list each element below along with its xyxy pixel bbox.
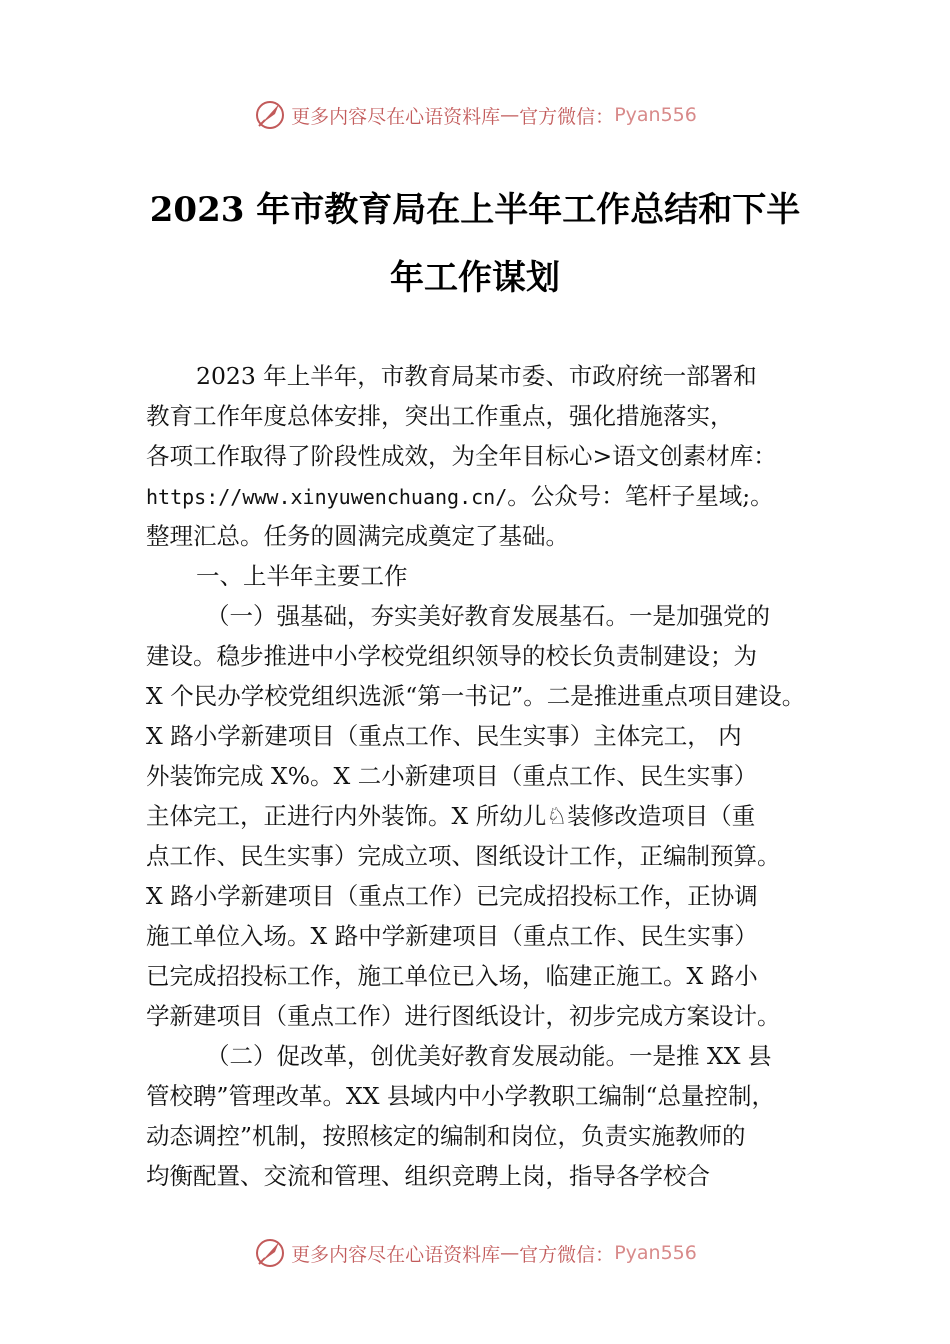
paragraph-line: 整理汇总。任务的圆满完成奠定了基础。 [146,522,569,550]
quill-logo-icon [253,98,287,132]
watermark-brand: 更多内容尽在心语资料库 [291,1243,501,1266]
quill-logo-icon [253,1236,287,1270]
paragraph-line: （一）强基础，夯实美好教育发展基石。一是加强党的 [206,602,770,630]
paragraph-line: 施工单位入场。X 路中学新建项目（重点工作、民生实事） [146,922,758,950]
paragraph-line: X 路小学新建项目（重点工作、民生实事）主体完工， 内 [146,722,742,750]
paragraph-line: 各项工作取得了阶段性成效，为全年目标心>语文创素材库： [146,442,777,470]
header-watermark [0,95,950,135]
watermark-wechat-label: 官方微信： [519,105,615,128]
paragraph-line: 主体完工，正进行内外装饰。X 所幼儿♘装修改造项目（重 [146,802,756,830]
watermark-wechat-id: Pyan556 [614,1242,697,1264]
watermark-brand: 更多内容尽在心语资料库 [291,105,501,128]
paragraph-line: 动态调控”机制，按照核定的编制和岗位，负责实施教师的 [146,1122,746,1150]
section-heading: 一、上半年主要工作 [196,562,408,590]
document-title-line-2: 年工作谋划 [390,258,560,298]
paragraph-line: 管校聘”管理改革。XX 县域内中小学教职工编制“总量控制， [146,1082,775,1110]
footer-watermark [0,1233,950,1273]
watermark-dash: — [500,104,520,126]
paragraph-line: 建设。稳步推进中小学校党组织领导的校长负责制建设；为 [146,642,757,670]
paragraph-line: 2023 年上半年，市教育局某市委、市政府统一部署和 [196,362,757,390]
paragraph-line: 均衡配置、交流和管理、组织竞聘上岗，指导各学校合 [146,1162,710,1190]
document-title-line-1: 2023 年市教育局在上半年工作总结和下半 [149,190,801,230]
document-body [146,356,846,1196]
paragraph-line: X 个民办学校党组织选派“第一书记”。二是推进重点项目建设。 [146,682,806,710]
watermark-wechat-label: 官方微信： [519,1243,615,1266]
paragraph-line [146,476,846,516]
watermark-wechat-id: Pyan556 [614,104,697,126]
watermark-dash: — [500,1242,520,1264]
paragraph-line: 已完成招投标工作，施工单位已入场，临建正施工。X 路小 [146,962,758,990]
paragraph-line: 外装饰完成 X%。X 二小新建项目（重点工作、民生实事） [146,762,758,790]
paragraph-text: 。公众号：笔杆子星域;。 [507,482,774,510]
paragraph-line: 学新建项目（重点工作）进行图纸设计，初步完成方案设计。 [146,1002,781,1030]
paragraph-line: 教育工作年度总体安排，突出工作重点，强化措施落实， [146,402,734,430]
paragraph-line: （二）促改革，创优美好教育发展动能。一是推 XX 县 [206,1042,772,1070]
paragraph-line: X 路小学新建项目（重点工作）已完成招投标工作，正协调 [146,882,758,910]
paragraph-line: 点工作、民生实事）完成立项、图纸设计工作，正编制预算。 [146,842,781,870]
url-text: https://www.xinyuwenchuang.cn/ [146,485,508,509]
